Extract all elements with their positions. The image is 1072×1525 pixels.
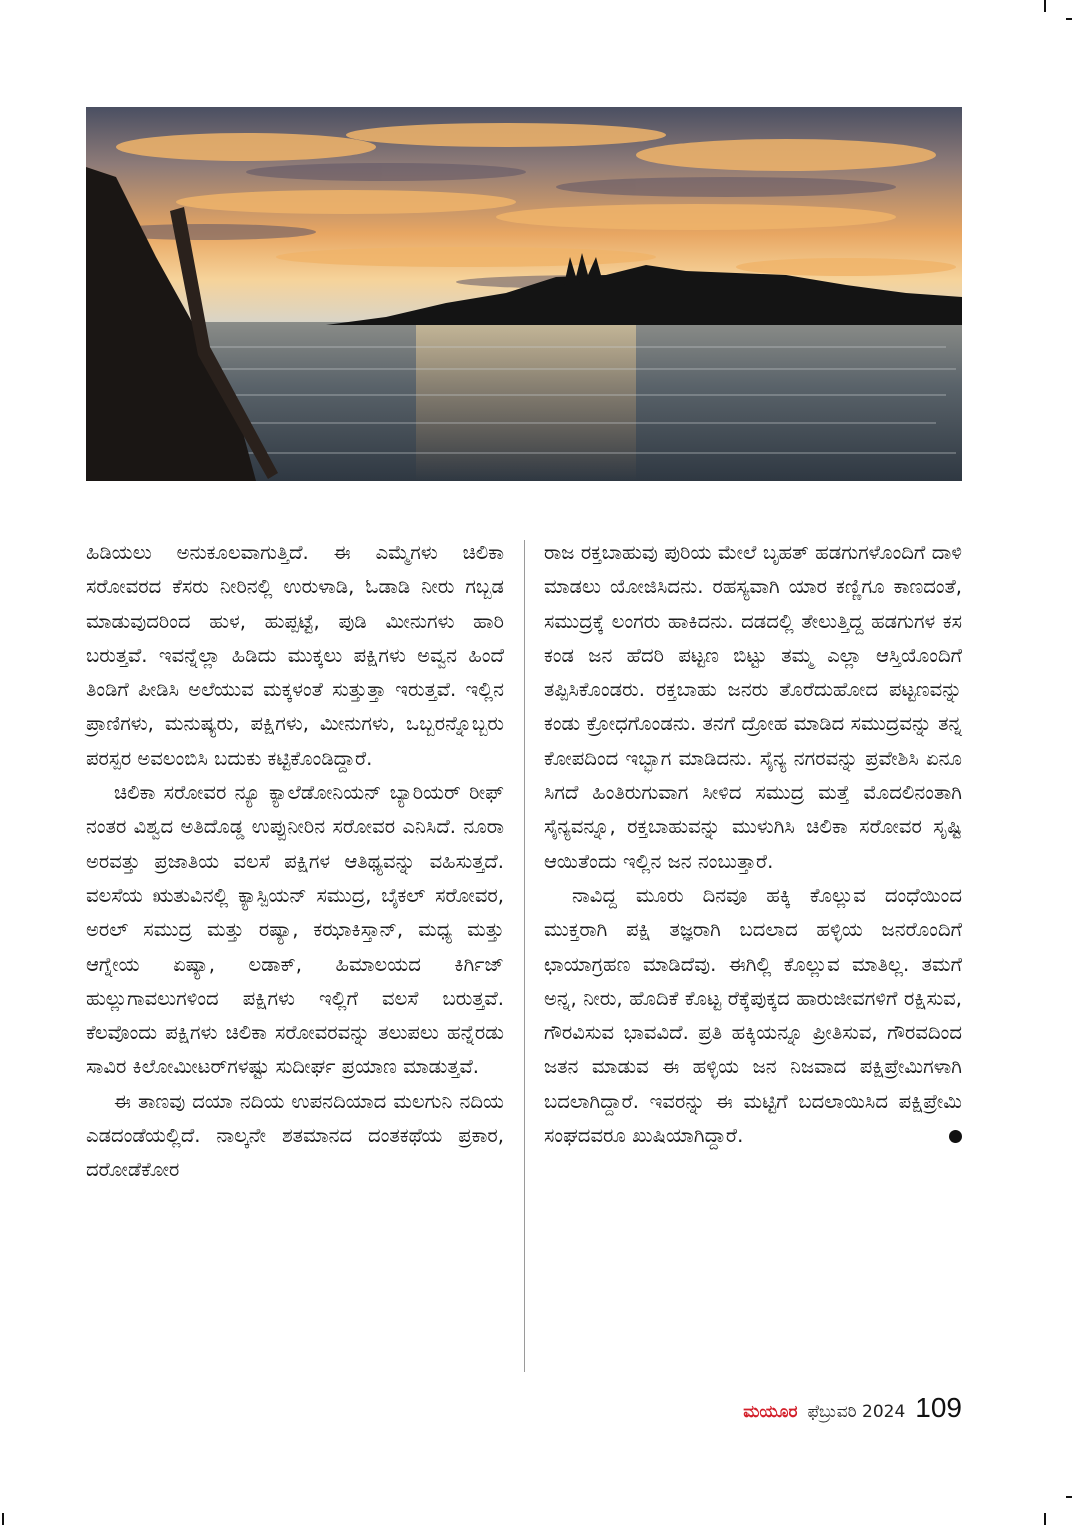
paragraph: ರಾಜ ರಕ್ತಬಾಹುವು ಪುರಿಯ ಮೇಲೆ ಬೃಹತ್ ಹಡಗುಗಳೊಂದಿಗೆ ದಾಳಿ ಮಾಡಲು ಯೋಜಿಸಿದನು. ರಹಸ್ಯವಾಗಿ ಯಾರ ಕಣ್ಣಿಗೂ ಕಾಣದಂತೆ, ಸಮುದ್ರಕ್ಕೆ ಲಂಗರು ಹಾಕಿದನು. ದಡದಲ್ಲಿ ತೇಲುತ್ತಿದ್ದ ಹಡಗುಗಳ ಕಸ ಕಂಡ ಜನ ಹೆದರಿ ಪಟ್ಟಣ ಬಿಟ್ಟು ತಮ್ಮ ಎಲ್ಲಾ ಆಸ್ತಿಯೊಂದಿಗೆ ತಪ್ಪಿಸಿಕೊಂಡರು. ರಕ್ತಬಾಹು ಜನರು ತೊರೆದುಹೋದ ಪಟ್ಟಣವನ್ನು ಕಂಡು ಕ್ರೋಧಗೊಂಡನು. ತನಗೆ ದ್ರೋಹ ಮಾಡಿದ ಸಮುದ್ರವನ್ನು ತನ್ನ ಕೋಪದಿಂದ ಇಬ್ಭಾಗ ಮಾಡಿದನು. ಸೈನ್ಯ ನಗರವನ್ನು ಪ್ರವೇಶಿಸಿ ಏನೂ ಸಿಗದೆ ಹಿಂತಿರುಗುವಾಗ ಸೀಳಿದ ಸಮುದ್ರ ಮತ್ತೆ ಮೊದಲಿನಂತಾಗಿ ಸೈನ್ಯವನ್ನೂ, ರಕ್ತಬಾಹುವನ್ನು ಮುಳುಗಿಸಿ ಚಿಲಿಕಾ ಸರೋವರ ಸೃಷ್ಟಿ ಆಯಿತೆಂದು ಇಲ್ಲಿನ ಜನ ನಂಬುತ್ತಾರೆ. — [544, 541, 962, 873]
page-footer — [743, 1392, 962, 1428]
crop-mark-bottom-left — [2, 1513, 4, 1525]
paragraph: ಹಿಡಿಯಲು ಅನುಕೂಲವಾಗುತ್ತಿದೆ. ಈ ಎಮ್ಮೆಗಳು ಚಿಲಿಕಾ ಸರೋವರದ ಕೆಸರು ನೀರಿನಲ್ಲಿ ಉರುಳಾಡಿ, ಓಡಾಡಿ ನೀರು ಗಬ್ಬಡ ಮಾಡುವುದರಿಂದ ಹುಳ, ಹುಪ್ಪಟ್ಟೆ, ಪುಡಿ ಮೀನುಗಳು ಹಾರಿ ಬರುತ್ತವೆ. ಇವನ್ನೆಲ್ಲಾ ಹಿಡಿದು ಮುಕ್ಕಲು ಪಕ್ಷಿಗಳು ಅವ್ವನ ಹಿಂದೆ ತಿಂಡಿಗೆ ಪೀಡಿಸಿ ಅಲೆಯುವ ಮಕ್ಕಳಂತೆ ಸುತ್ತುತ್ತಾ ಇರುತ್ತವೆ. ಇಲ್ಲಿನ ಪ್ರಾಣಿಗಳು, ಮನುಷ್ಯರು, ಪಕ್ಷಿಗಳು, ಮೀನುಗಳು, ಒಬ್ಬರನ್ನೊಬ್ಬರು ಪರಸ್ಪರ ಅವಲಂಬಿಸಿ ಬದುಕು ಕಟ್ಟಿಕೊಂಡಿದ್ದಾರೆ. — [86, 541, 504, 770]
paragraph: ಚಿಲಿಕಾ ಸರೋವರ ನ್ಯೂ ಕ್ಯಾಲೆಡೋನಿಯನ್ ಬ್ಯಾರಿಯರ್ ರೀಫ್ ನಂತರ ವಿಶ್ವದ ಅತಿದೊಡ್ಡ ಉಪ್ಪುನೀರಿನ ಸರೋವರ ಎನಿಸಿದೆ. ನೂರಾ ಅರವತ್ತು ಪ್ರಜಾತಿಯ ವಲಸೆ ಪಕ್ಷಿಗಳ ಆತಿಥ್ಯವನ್ನು ವಹಿಸುತ್ತದೆ. ವಲಸೆಯ ಋತುವಿನಲ್ಲಿ ಕ್ಯಾಸ್ಪಿಯನ್ ಸಮುದ್ರ, ಬೈಕಲ್ ಸರೋವರ, ಅರಲ್ ಸಮುದ್ರ ಮತ್ತು ರಷ್ಯಾ, ಕಝಾಕಿಸ್ತಾನ್, ಮಧ್ಯ ಮತ್ತು ಆಗ್ನೇಯ ಏಷ್ಯಾ, ಲಡಾಕ್, ಹಿಮಾಲಯದ ಕಿರ್ಗಿಜ್ ಹುಲ್ಲುಗಾವಲುಗಳಿಂದ ಪಕ್ಷಿಗಳು ಇಲ್ಲಿಗೆ ವಲಸೆ ಬರುತ್ತವೆ. ಕೆಲವೊಂದು ಪಕ್ಷಿಗಳು ಚಿಲಿಕಾ ಸರೋವರವನ್ನು ತಲುಪಲು ಹನ್ನೆರಡು ಸಾವಿರ ಕಿಲೋಮೀಟರ್‌ಗಳಷ್ಟು ಸುದೀರ್ಘ ಪ್ರಯಾಣ ಮಾಡುತ್ತವೆ. — [86, 781, 504, 1079]
column-divider — [524, 540, 525, 1372]
paragraph — [544, 879, 962, 1153]
issue-date: ಫೆಬ್ರುವರಿ 2024 — [807, 1402, 906, 1422]
lake-sunset-illustration — [86, 107, 962, 481]
article-left-column — [86, 536, 504, 1188]
magazine-logo: ಮಯೂರ — [743, 1402, 798, 1422]
end-of-article-bullet-icon — [949, 1130, 962, 1143]
article-right-column — [544, 536, 962, 1153]
crop-mark-top-right — [1044, 0, 1046, 12]
paragraph: ಈ ತಾಣವು ದಯಾ ನದಿಯ ಉಪನದಿಯಾದ ಮಲಗುನಿ ನದಿಯ ಎಡದಂಡೆಯಲ್ಲಿದೆ. ನಾಲ್ಕನೇ ಶತಮಾನದ ದಂತಕಥೆಯ ಪ್ರಕಾರ, ದರೋಡೆಕೋರ — [86, 1089, 504, 1182]
crop-mark-right-lower — [1066, 1496, 1072, 1498]
paragraph-text: ನಾವಿದ್ದ ಮೂರು ದಿನವೂ ಹಕ್ಕಿ ಕೊಲ್ಲುವ ದಂಧೆಯಿಂದ ಮುಕ್ತರಾಗಿ ಪಕ್ಷಿ ತಜ್ಞರಾಗಿ ಬದಲಾದ ಹಳ್ಳಿಯ ಜನರೊಂದಿಗೆ ಛಾಯಾಗ್ರಹಣ ಮಾಡಿದೆವು. ಈಗಿಲ್ಲಿ ಕೊಲ್ಲುವ ಮಾತಿಲ್ಲ. ತಮಗೆ ಅನ್ನ, ನೀರು, ಹೊದಿಕೆ ಕೊಟ್ಟ ರೆಕ್ಕೆಪುಕ್ಕದ ಹಾರುಜೀವಗಳಿಗೆ ರಕ್ಷಿಸುವ, ಗೌರವಿಸುವ ಭಾವವಿದೆ. ಪ್ರತಿ ಹಕ್ಕಿಯನ್ನೂ ಪ್ರೀತಿಸುವ, ಗೌರವದಿಂದ ಜತನ ಮಾಡುವ ಈ ಹಳ್ಳಿಯ ಜನ ನಿಜವಾದ ಪಕ್ಷಿಪ್ರೇಮಿಗಳಾಗಿ ಬದಲಾಗಿದ್ದಾರೆ. ಇವರನ್ನು ಈ ಮಟ್ಟಿಗೆ ಬದಲಾಯಿಸಿದ ಪಕ್ಷಿಪ್ರೇಮಿ ಸಂಘದವರೂ ಖುಷಿಯಾಗಿದ್ದಾರೆ. — [544, 883, 962, 1148]
crop-mark-right-upper — [1066, 18, 1072, 20]
lake-sunset-photo — [86, 107, 962, 481]
crop-mark-bottom-right — [1044, 1513, 1046, 1525]
page-number: 109 — [915, 1392, 962, 1423]
